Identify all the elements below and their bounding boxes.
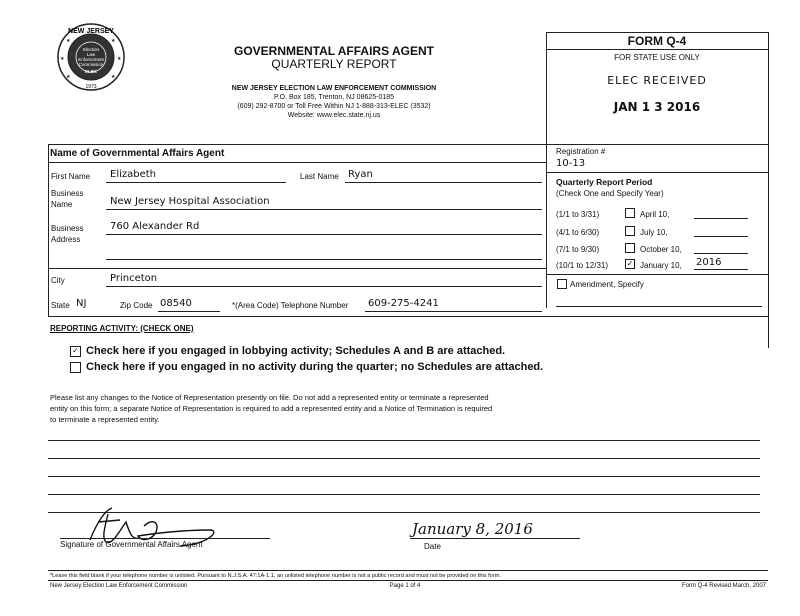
commission-phone: (609) 292-8700 or Toll Free Within NJ 1-888-313-ELEC (3532) <box>237 103 431 110</box>
agent-section-title: Name of Governmental Affairs Agent <box>50 148 225 159</box>
last-name-field[interactable]: Ryan <box>348 169 373 180</box>
amendment-label: Amendment, Specify <box>570 280 644 289</box>
period-year[interactable]: 2016 <box>696 257 722 268</box>
no-activity-checkbox[interactable] <box>70 362 81 373</box>
changes-line[interactable] <box>48 476 760 477</box>
changes-instructions-2: entity on this form; a separate Notice of Representation is required to add a represented entity and a Notice of Termination is required <box>50 404 493 413</box>
form-title-line2: QUARTERLY REPORT <box>271 57 397 71</box>
changes-line[interactable] <box>48 494 760 495</box>
first-name-label: First Name <box>51 172 91 181</box>
period-checkbox[interactable] <box>625 243 635 253</box>
phone-field[interactable]: 609-275-4241 <box>368 298 439 309</box>
period-range: (1/1 to 3/31) <box>556 210 600 219</box>
last-name-label: Last Name <box>300 172 339 181</box>
period-due-date: January 10, <box>640 261 682 270</box>
form-id: FORM Q-4 <box>627 34 687 48</box>
period-subtitle: (Check One and Specify Year) <box>556 189 664 198</box>
registration-label: Registration # <box>556 147 606 156</box>
changes-line[interactable] <box>48 440 760 441</box>
period-title: Quarterly Report Period <box>556 177 653 187</box>
phone-label: *(Area Code) Telephone Number <box>232 301 349 310</box>
city-field[interactable]: Princeton <box>110 273 158 284</box>
svg-text:Enforcement: Enforcement <box>78 57 104 62</box>
signature-label: Signature of Governmental Affairs Agent <box>60 540 203 549</box>
period-range: (10/1 to 12/31) <box>556 261 609 270</box>
registration-field[interactable]: 10-13 <box>556 158 586 169</box>
business-name-label-2: Name <box>51 200 73 209</box>
form-title-line1: GOVERNMENTAL AFFAIRS AGENT <box>233 44 434 58</box>
period-range: (7/1 to 9/30) <box>556 245 600 254</box>
amendment-checkbox[interactable] <box>557 279 567 289</box>
city-label: City <box>51 276 65 285</box>
state-seal <box>56 22 126 92</box>
state-field[interactable]: NJ <box>76 298 87 309</box>
changes-instructions-3: to terminate a represented entity. <box>50 415 160 424</box>
date-field[interactable]: January 8, 2016 <box>412 520 533 538</box>
first-name-field[interactable]: Elizabeth <box>110 169 157 180</box>
date-label: Date <box>424 542 441 551</box>
svg-text:★: ★ <box>111 38 116 44</box>
svg-text:NEW JERSEY: NEW JERSEY <box>68 28 114 35</box>
lobbying-activity-checkbox[interactable]: ✓ <box>70 346 81 357</box>
business-address-label-2: Address <box>51 235 81 244</box>
state-use-label: FOR STATE USE ONLY <box>614 53 700 62</box>
commission-name: NEW JERSEY ELECTION LAW ENFORCEMENT COMMISSION <box>231 85 437 92</box>
svg-text:★: ★ <box>66 38 71 44</box>
lobbying-activity-label: Check here if you engaged in lobbying activity; Schedules A and B are attached. <box>86 345 506 357</box>
footer-right: Form Q-4 Revised March, 2007 <box>681 583 766 589</box>
svg-text:★: ★ <box>117 56 122 62</box>
svg-text:★: ★ <box>111 74 116 80</box>
business-address-field[interactable]: 760 Alexander Rd <box>110 221 200 232</box>
svg-text:Election: Election <box>82 47 100 52</box>
svg-text:Law: Law <box>86 52 96 57</box>
no-activity-label: Check here if you engaged in no activity during the quarter; no Schedules are attached. <box>86 361 544 373</box>
period-due-date: October 10, <box>640 245 682 254</box>
svg-text:★: ★ <box>60 56 65 62</box>
commission-website: Website: www.elec.state.nj.us <box>287 112 381 119</box>
commission-address: P.O. Box 185, Trenton, NJ 08625-0185 <box>273 94 395 101</box>
received-stamp-date: JAN 1 3 2016 <box>613 100 701 114</box>
zip-field[interactable]: 08540 <box>160 298 192 309</box>
svg-text:ELEC: ELEC <box>84 69 98 74</box>
business-address-label: Business <box>51 224 84 233</box>
svg-text:★: ★ <box>66 74 71 80</box>
period-checkbox-checked[interactable]: ✓ <box>626 259 634 268</box>
business-name-label: Business <box>51 189 84 198</box>
footer-left: New Jersey Election Law Enforcement Commission <box>50 583 188 589</box>
state-label: State <box>51 301 70 310</box>
footer-note: *Leave this field blank if your telephone number is unlisted. Pursuant to N.J.S.A. 47:1A-1.1, an unlisted telephone number is not a public record and must not be provided on this form. <box>50 573 501 579</box>
period-range: (4/1 to 6/30) <box>556 228 600 237</box>
page-number: Page 1 of 4 <box>389 583 421 589</box>
changes-instructions: Please list any changes to the Notice of Representation presently on file. Do not add a represented entity or terminate a represented <box>50 393 489 402</box>
period-due-date: April 10, <box>640 210 670 219</box>
period-due-date: July 10, <box>640 228 668 237</box>
business-name-field[interactable]: New Jersey Hospital Association <box>110 196 270 207</box>
svg-text:1973: 1973 <box>85 84 97 90</box>
svg-text:Commission: Commission <box>78 62 104 67</box>
zip-label: Zip Code <box>120 301 153 310</box>
received-stamp: ELEC RECEIVED <box>607 74 707 87</box>
activity-title: REPORTING ACTIVITY: (CHECK ONE) <box>50 324 194 333</box>
period-checkbox[interactable] <box>625 226 635 236</box>
period-checkbox[interactable] <box>625 208 635 218</box>
changes-line[interactable] <box>48 458 760 459</box>
